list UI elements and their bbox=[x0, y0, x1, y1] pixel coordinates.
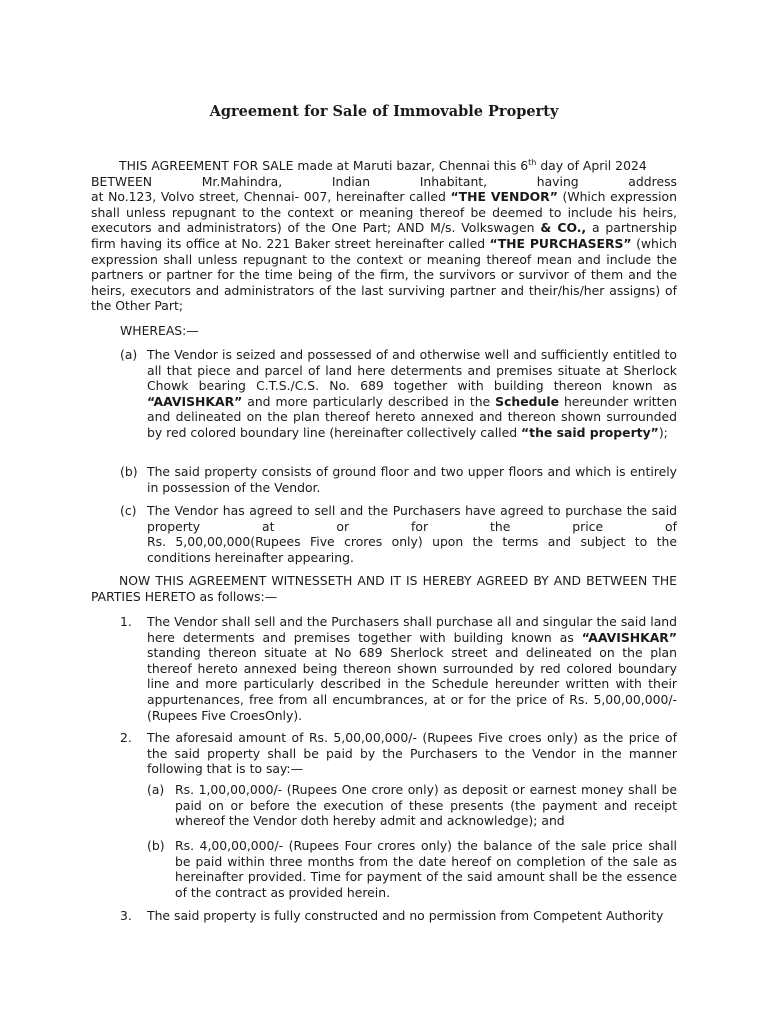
intro-paragraph: THIS AGREEMENT FOR SALE made at Maruti bazar, Chennai this 6th day of April 2024 BETWEEN Mr.Mahindra, Indian Inhabitant, having address at No.123, Volvo street, Chennai- 007, hereinafter called “THE VENDOR” (Which expression shall unless repugnant to the context or meaning thereof be deemed to include his heirs, executors and administrators) of the One Part; AND M/s. Volkswagen & CO., a partnership firm having its office at No. 221 Baker street hereinafter called “THE PURCHASERS” (which expression shall unless repugnant to the context or meaning thereof mean and include the partners or partner for the time being of the firm, the survivors or survivor of them and the heirs, executors and administrators of the last surviving partner and their/his/her assigns) of the Other Part; bbox=[91, 157, 678, 314]
clause-2: 2. The aforesaid amount of Rs. 5,00,00,000/- (Rupees Five croes only) as the price of the said property shall be paid by the Purchasers to the Vendor in the manner following that is to say:— bbox=[120, 730, 677, 777]
recital-c: (c) The Vendor has agreed to sell and the Purchasers have agreed to purchase the said property at or for the price of Rs. 5,00,00,000(Rupees Five crores only) upon the terms and subject to the conditions hereinafter appearing. bbox=[120, 503, 677, 565]
clause-1: 1. The Vendor shall sell and the Purchasers shall purchase all and singular the said land here determents and premises together with building known as “AAVISHKAR” standing thereon situate at No 689 Sherlock street and delineated on the plan thereof hereto annexed being thereon shown surrounded by red colored boundary line and more particularly described in the Schedule hereunder written with their appurtenances, free from all encumbrances, at or for the price of Rs. 5,00,00,000/- (Rupees Five CroesOnly). bbox=[120, 614, 677, 723]
recital-a: (a) The Vendor is seized and possessed of and otherwise well and sufficiently entitled to all that piece and parcel of land here determents and premises situate at Sherlock Chowk bearing C.T.S./C.S. No. 689 together with building thereon known as “AAVISHKAR” and more particularly described in the Schedule hereunder written and delineated on the plan thereof hereto annexed and thereon shown surrounded by red colored boundary line (hereinafter collectively called “the said property”); bbox=[120, 347, 677, 440]
whereas-heading: WHEREAS:— bbox=[120, 323, 199, 338]
subclause-a: (a) Rs. 1,00,00,000/- (Rupees One crore only) as deposit or earnest money shall be paid on or before the execution of these presents (the payment and receipt whereof the Vendor doth hereby admit and acknowledge); and bbox=[147, 782, 677, 829]
clause-3: 3. The said property is fully constructed and no permission from Competent Authority bbox=[120, 908, 664, 923]
subclause-b: (b) Rs. 4,00,00,000/- (Rupees Four crores only) the balance of the sale price shall be paid within three months from the date hereof on completion of the sale as hereinafter provided. Time for payment of the said amount shall be the essence of the contract as provided herein. bbox=[147, 838, 677, 900]
witness-paragraph: NOW THIS AGREEMENT WITNESSETH AND IT IS HEREBY AGREED BY AND BETWEEN THE PARTIES HERETO as follows:— bbox=[91, 573, 677, 604]
recital-b: (b) The said property consists of ground floor and two upper floors and which is entirely in possession of the Vendor. bbox=[120, 464, 677, 495]
document-title: Agreement for Sale of Immovable Property bbox=[209, 103, 559, 120]
